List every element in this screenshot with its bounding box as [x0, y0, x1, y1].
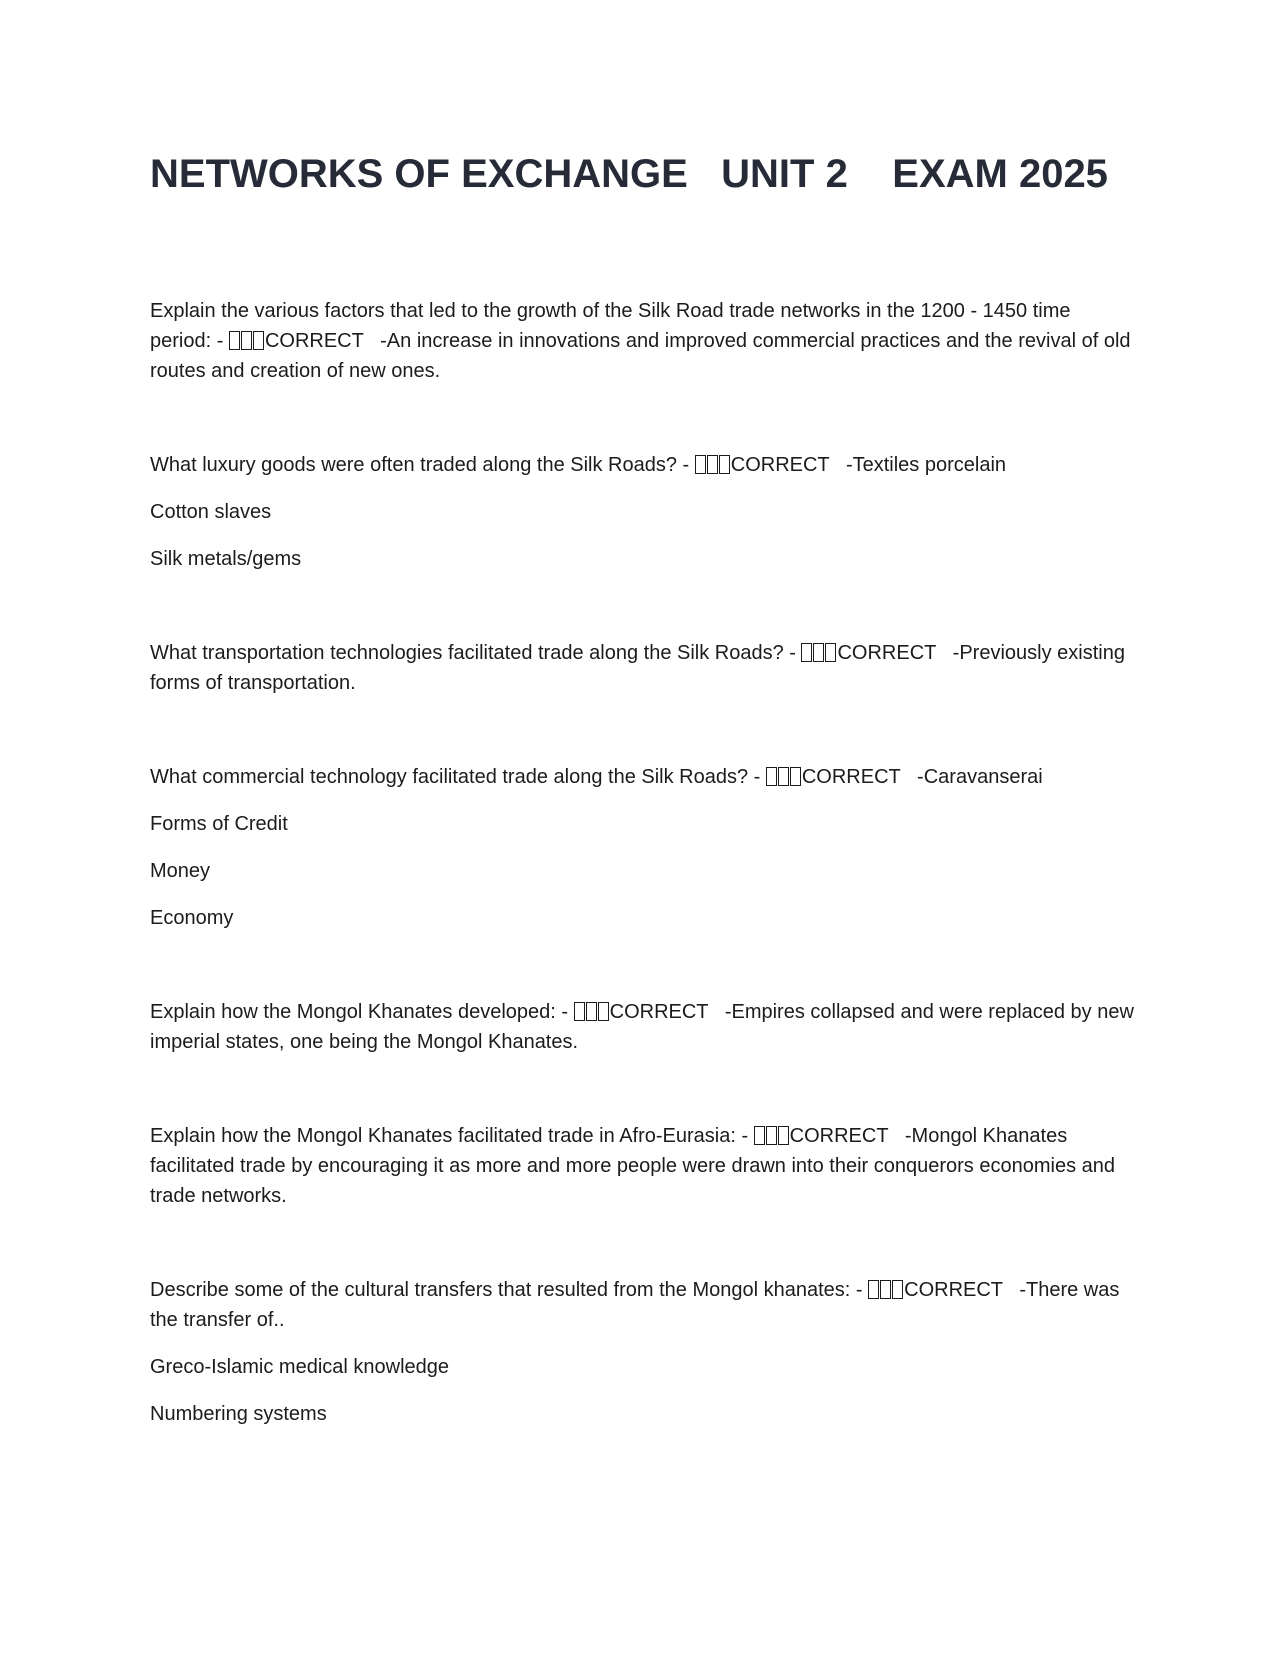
answer-line: Silk metals/gems: [150, 548, 302, 570]
question-text: Explain the various factors that led to the growth of the Silk Road trade networks in the 1200 - 1450 time period: -: [150, 300, 1077, 352]
glyph-box-icon: [868, 1280, 879, 1299]
question-paragraph: [150, 296, 1135, 386]
glyph-box-icon: [229, 331, 240, 350]
glyph-box-icon: [778, 767, 789, 786]
qa-item: [150, 638, 1135, 698]
missing-glyph-icon: [801, 642, 837, 664]
answer-line: Cotton slaves: [150, 501, 272, 523]
missing-glyph-icon: [229, 330, 265, 352]
glyph-box-icon: [586, 1002, 597, 1021]
question-text: What luxury goods were often traded along the Silk Roads? -: [150, 454, 695, 476]
answer-text: -Textiles porcelain: [829, 454, 1007, 476]
qa-item: [150, 296, 1135, 386]
answer-label: CORRECT: [789, 1125, 889, 1147]
answer-label: CORRECT: [730, 454, 830, 476]
glyph-box-icon: [241, 331, 252, 350]
missing-glyph-icon: [766, 766, 802, 788]
answer-label: CORRECT: [264, 330, 364, 352]
glyph-box-icon: [892, 1280, 903, 1299]
answer-text: -Previously existing forms of transportation.: [150, 642, 1131, 694]
page-title: NETWORKS OF EXCHANGE UNIT 2 EXAM 2025: [150, 152, 1108, 196]
answer-label: CORRECT: [609, 1001, 709, 1023]
glyph-box-icon: [880, 1280, 891, 1299]
answer-text: -Empires collapsed and were replaced by new imperial states, one being the Mongol Khanates.: [150, 1001, 1140, 1053]
question-paragraph: [150, 1121, 1135, 1211]
glyph-box-icon: [825, 643, 836, 662]
qa-item: [150, 997, 1140, 1057]
question-text: What commercial technology facilitated trade along the Silk Roads? -: [150, 766, 766, 788]
glyph-box-icon: [253, 331, 264, 350]
glyph-box-icon: [801, 643, 812, 662]
answer-text: -There was the transfer of..: [150, 1279, 1125, 1331]
answer-text: -Mongol Khanates facilitated trade by encouraging it as more and more people were drawn into their conquerors economies and trade networks.: [150, 1125, 1121, 1207]
glyph-box-icon: [766, 1126, 777, 1145]
glyph-box-icon: [790, 767, 801, 786]
glyph-box-icon: [766, 767, 777, 786]
document-content: [150, 150, 1140, 1493]
glyph-box-icon: [813, 643, 824, 662]
answer-label: CORRECT: [801, 766, 901, 788]
question-paragraph: [150, 762, 1135, 792]
question-text: Describe some of the cultural transfers that resulted from the Mongol khanates: -: [150, 1279, 869, 1301]
glyph-box-icon: [598, 1002, 609, 1021]
missing-glyph-icon: [574, 1001, 610, 1023]
question-paragraph: [150, 997, 1140, 1057]
question-paragraph: [150, 450, 1135, 480]
answer-line: Forms of Credit: [150, 813, 288, 835]
answer-label: CORRECT: [837, 642, 937, 664]
glyph-box-icon: [754, 1126, 765, 1145]
glyph-box-icon: [778, 1126, 789, 1145]
answer-text: -An increase in innovations and improved commercial practices and the revival of old routes and creation of new ones.: [150, 330, 1137, 382]
qa-item: [150, 450, 1135, 574]
answer-line: Economy: [150, 907, 234, 929]
answer-text: -Caravanserai: [900, 766, 1043, 788]
answer-label: CORRECT: [904, 1279, 1003, 1301]
answer-line: Money: [150, 860, 211, 882]
question-paragraph: [150, 1275, 1135, 1335]
glyph-box-icon: [695, 455, 706, 474]
question-text: Explain how the Mongol Khanates developed: -: [150, 1001, 574, 1023]
glyph-box-icon: [574, 1002, 585, 1021]
glyph-box-icon: [707, 455, 718, 474]
glyph-box-icon: [719, 455, 730, 474]
question-paragraph: [150, 638, 1135, 698]
answer-line: Greco-Islamic medical knowledge: [150, 1356, 450, 1378]
qa-item: [150, 1121, 1135, 1211]
missing-glyph-icon: [868, 1279, 904, 1301]
question-text: Explain how the Mongol Khanates facilitated trade in Afro-Eurasia: -: [150, 1125, 754, 1147]
missing-glyph-icon: [754, 1125, 790, 1147]
qa-item: [150, 1275, 1135, 1429]
missing-glyph-icon: [695, 454, 731, 476]
answer-line: Numbering systems: [150, 1403, 327, 1425]
qa-list: [150, 296, 1140, 1429]
qa-item: [150, 762, 1135, 933]
question-text: What transportation technologies facilitated trade along the Silk Roads? -: [150, 642, 802, 664]
